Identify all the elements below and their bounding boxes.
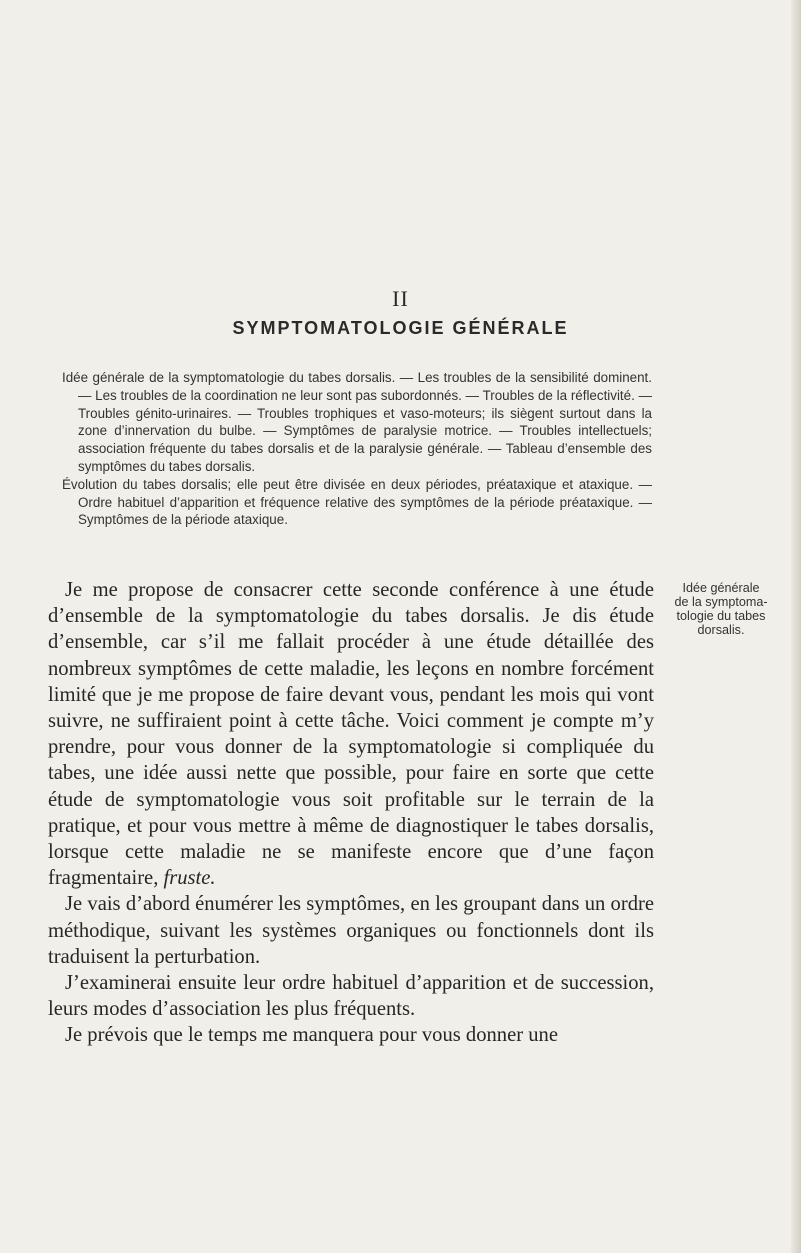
margin-note-line: Idée générale: [682, 581, 760, 595]
body-paragraph: Je vais d’abord énumérer les symptômes, en les groupant dans un ordre méthodique, suivant les systèmes organiques ou fonctionnels dont ils traduisent la perturbation.: [48, 893, 654, 968]
page-edge: [791, 0, 801, 1253]
chapter-number: II: [392, 286, 409, 311]
margin-note-line: tologie du tabes: [676, 609, 766, 623]
body-text: [48, 577, 654, 1049]
chapter-summary: [62, 369, 652, 529]
body-paragraph-text: Je me propose de consacrer cette seconde conférence à une étude d’ensemble de la symptomatologie du tabes dorsalis. Je dis étude d’ensemble, car s’il me fallait procéder à une étude détaillée des nombreux symptômes de cette maladie, les leçons en nombre forcément limité que je me propose de faire devant vous, pendant les mois qui vont suivre, ne suffiraient point à cette tâche. Voici comment je compte m’y prendre, pour vous donner de la symptomatologie si compliquée du tabes, une idée aussi nette que possible, pour faire en sorte que cette étude de symptomatologie vous soit profitable sur le terrain de la pratique, et pour vous mettre à même de diagnostiquer le tabes dorsalis, lorsque cette maladie ne se manifeste encore que d’une façon fragmentaire,: [48, 579, 654, 890]
body-paragraph: [48, 577, 654, 891]
margin-note-line: de la symptoma-: [674, 595, 768, 609]
italic-term: fruste.: [163, 867, 216, 890]
body-paragraph: Je prévois que le temps me manquera pour vous donner une: [65, 1024, 558, 1047]
chapter-title: SYMPTOMATOLOGIE GÉNÉRALE: [232, 318, 569, 338]
margin-note: [661, 581, 781, 637]
summary-paragraph: Évolution du tabes dorsalis; elle peut être divisée en deux périodes, préataxique et ataxique. — Ordre habituel d’apparition et fréquence relative des symptômes de la période préataxique. — Symptômes de la période ataxique.: [62, 476, 652, 528]
margin-note-line: dorsalis.: [697, 623, 745, 637]
summary-paragraph: Idée générale de la symptomatologie du tabes dorsalis. — Les troubles de la sensibilité dominent. — Les troubles de la coordination ne leur sont pas subordonnés. — Troubles de la réflectivité. — Troubles génito-urinaires. — Troubles trophiques et vaso-moteurs; ils siègent surtout dans la zone d’innervation du bulbe. — Symptômes de paralysie motrice. — Troubles intellectuels; association fréquente du tabes dorsalis et de la paralysie générale. — Tableau d’ensemble des symptômes du tabes dorsalis.: [62, 370, 652, 474]
body-paragraph: J’examinerai ensuite leur ordre habituel d’apparition et de succession, leurs modes d’association les plus fréquents.: [48, 972, 654, 1021]
